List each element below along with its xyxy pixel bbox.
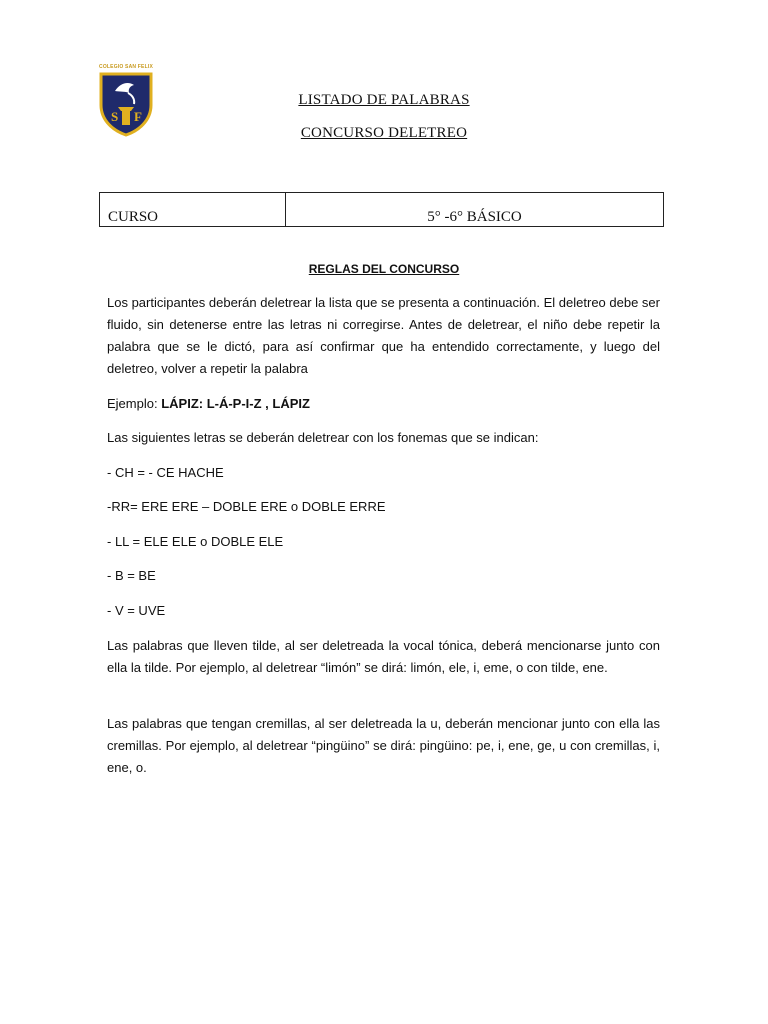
letter-rule-ll: - LL = ELE ELE o DOBLE ELE: [107, 534, 284, 549]
example-label: Ejemplo:: [107, 396, 162, 411]
phonemes-intro: Las siguientes letras se deberán deletrear con los fonemas que se indican:: [107, 430, 539, 445]
cremillas-rule-paragraph: Las palabras que tengan cremillas, al ser deletreada la u, deberán mencionar junto con ella las cremillas. Por ejemplo, al deletrear “pingüino” se dirá: pingüino: pe, i, ene, ge, u con cremillas, i, ene, o.: [107, 716, 660, 775]
rules-heading: REGLAS DEL CONCURSO: [308, 262, 460, 276]
course-value: 5° -6° BÁSICO: [427, 209, 522, 225]
page-subtitle: CONCURSO DELETREO: [300, 125, 468, 141]
rules-intro-paragraph: Los participantes deberán deletrear la lista que se presenta a continuación. El deletreo debe ser fluido, sin detenerse entre las letras ni corregirse. Antes de deletrear, el niño debe repetir la palabra que se le dictó, para así confirmar que ha entendido correctamente, y luego del deletreo, volver a repetir la palabra: [107, 295, 660, 376]
letter-rule-rr: -RR= ERE ERE – DOBLE ERE o DOBLE ERRE: [107, 499, 386, 514]
page-title: LISTADO DE PALABRAS: [298, 92, 470, 108]
letter-rule-b: - B = BE: [107, 568, 156, 583]
letter-rule-v: - V = UVE: [107, 603, 166, 618]
example-line: [107, 393, 660, 415]
example-value: LÁPIZ: L-Á-P-I-Z , LÁPIZ: [161, 396, 310, 411]
course-label: CURSO: [108, 209, 159, 225]
letter-rule-ch: - CH = - CE HACHE: [107, 465, 224, 480]
crest-motto: COLEGIO SAN FELIX: [99, 64, 153, 70]
course-table: [99, 192, 664, 227]
crest-letter-left: S: [111, 109, 119, 124]
crest-letter-right: F: [134, 109, 142, 124]
tilde-rule-paragraph: Las palabras que lleven tilde, al ser deletreada la vocal tónica, deberá mencionarse junto con ella la tilde. Por ejemplo, al deletrear “limón” se dirá: limón, ele, i, eme, o con tilde, ene.: [107, 638, 660, 675]
